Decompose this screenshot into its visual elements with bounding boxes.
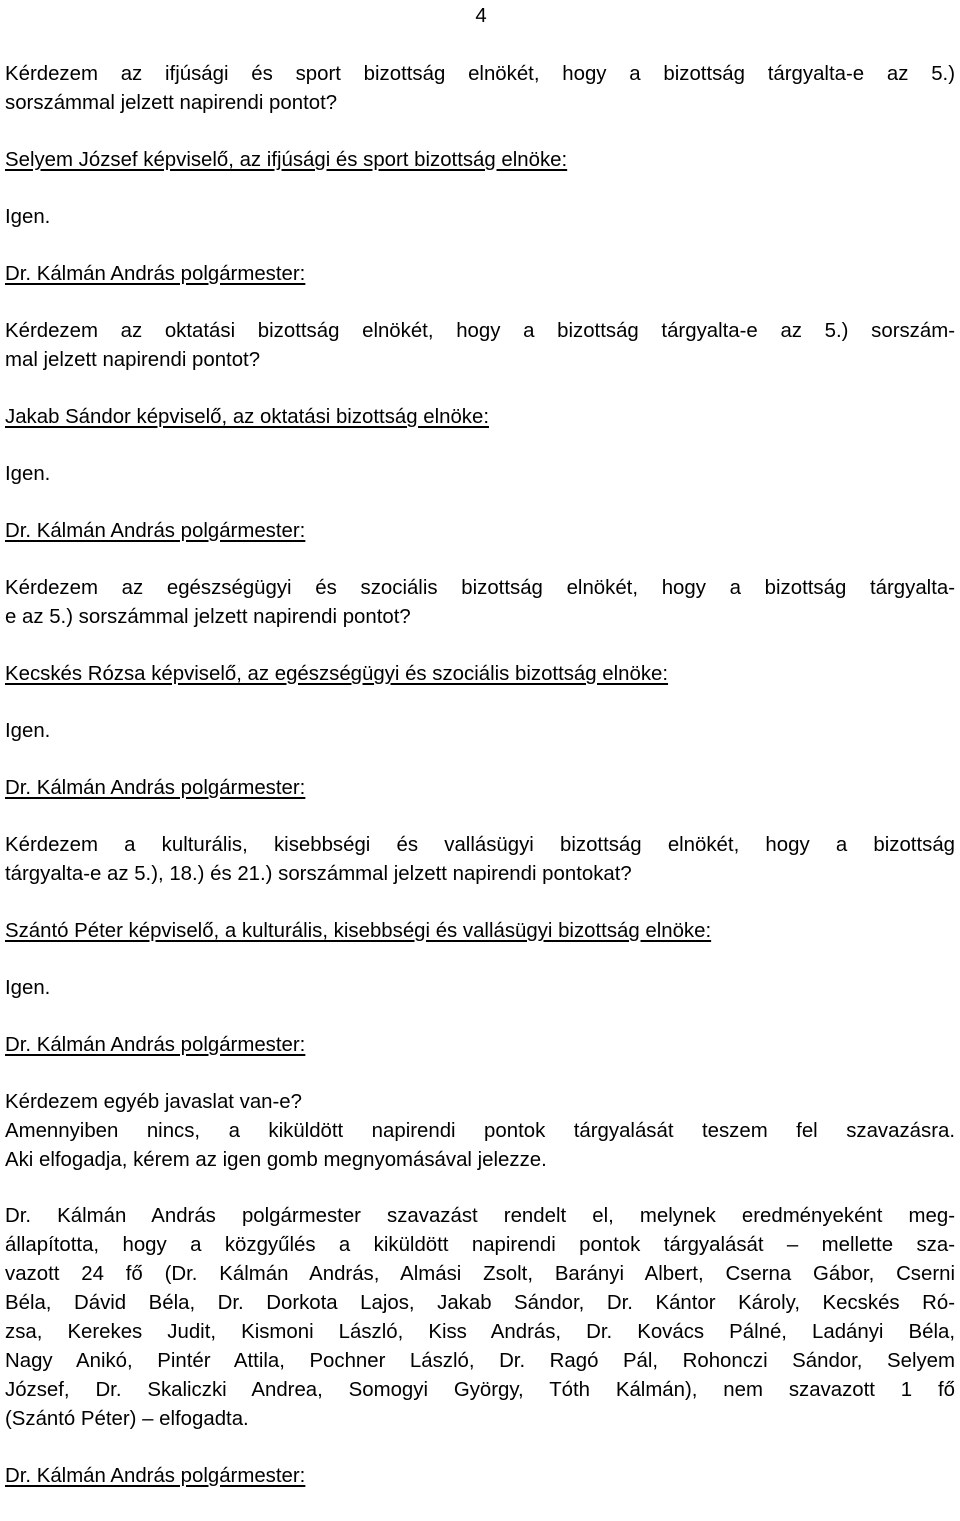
- speaker-heading: [5, 517, 955, 546]
- paragraph: [5, 574, 955, 632]
- paragraph: [5, 60, 955, 118]
- paragraph: [5, 203, 955, 232]
- speaker-name: Jakab Sándor képviselő, az oktatási bizottság elnöke:: [5, 406, 489, 428]
- text-line: Kérdezem az ifjúsági és sport bizottság elnökét, hogy a bizottság tárgyalta-e az 5.): [5, 63, 955, 85]
- text-line: Igen.: [5, 720, 51, 742]
- text-line: Dr. Kálmán András polgármester szavazást rendelt el, melynek eredményeként meg-: [5, 1205, 955, 1227]
- text-line: (Szántó Péter) – elfogadta.: [5, 1408, 249, 1430]
- speaker-heading: [5, 660, 955, 689]
- speaker-name: Dr. Kálmán András polgármester:: [5, 263, 306, 285]
- speaker-name: Dr. Kálmán András polgármester:: [5, 777, 306, 799]
- text-line: Igen.: [5, 463, 51, 485]
- text-line: vazott 24 fő (Dr. Kálmán András, Almási Zsolt, Barányi Albert, Cserna Gábor, Cserni: [5, 1263, 955, 1285]
- text-line: József, Dr. Skaliczki Andrea, Somogyi György, Tóth Kálmán), nem szavazott 1 fő: [5, 1379, 955, 1401]
- page-number: 4: [475, 5, 487, 27]
- speaker-heading: [5, 1462, 955, 1491]
- transcript-content: [5, 60, 955, 1491]
- text-line: e az 5.) sorszámmal jelzett napirendi pontot?: [5, 606, 411, 628]
- text-line: Béla, Dávid Béla, Dr. Dorkota Lajos, Jakab Sándor, Dr. Kántor Károly, Kecskés Ró-: [5, 1292, 955, 1314]
- text-line: állapította, hogy a közgyűlés a kiküldött napirendi pontok tárgyalását – mellette sza-: [5, 1234, 955, 1256]
- text-line: Nagy Anikó, Pintér Attila, Pochner László, Dr. Ragó Pál, Rohonczi Sándor, Selyem: [5, 1350, 955, 1372]
- paragraph: [5, 831, 955, 889]
- vote-result-paragraph: [5, 1202, 955, 1434]
- text-line: mal jelzett napirendi pontot?: [5, 349, 261, 371]
- text-line: tárgyalta-e az 5.), 18.) és 21.) sorszámmal jelzett napirendi pontokat?: [5, 863, 632, 885]
- speaker-name: Dr. Kálmán András polgármester:: [5, 1465, 306, 1487]
- text-line: Igen.: [5, 977, 51, 999]
- text-line: Kérdezem egyéb javaslat van-e?: [5, 1091, 302, 1113]
- speaker-name: Dr. Kálmán András polgármester:: [5, 520, 306, 542]
- speaker-name: Dr. Kálmán András polgármester:: [5, 1034, 306, 1056]
- speaker-name: Szántó Péter képviselő, a kulturális, kisebbségi és vallásügyi bizottság elnöke:: [5, 920, 712, 942]
- text-line: Kérdezem az egészségügyi és szociális bizottság elnökét, hogy a bizottság tárgyalta-: [5, 577, 955, 599]
- paragraph: [5, 460, 955, 489]
- paragraph: [5, 717, 955, 746]
- speaker-name: Kecskés Rózsa képviselő, az egészségügyi és szociális bizottság elnöke:: [5, 663, 669, 685]
- speaker-heading: [5, 1031, 955, 1060]
- paragraph: [5, 317, 955, 375]
- text-line: zsa, Kerekes Judit, Kismoni László, Kiss András, Dr. Kovács Pálné, Ladányi Béla,: [5, 1321, 955, 1343]
- paragraph: [5, 1088, 955, 1175]
- speaker-heading: [5, 774, 955, 803]
- text-line: Amennyiben nincs, a kiküldött napirendi pontok tárgyalását teszem fel szavazásra.: [5, 1120, 955, 1142]
- speaker-heading: [5, 260, 955, 289]
- text-line: Aki elfogadja, kérem az igen gomb megnyomásával jelezze.: [5, 1149, 547, 1171]
- speaker-heading: [5, 917, 955, 946]
- speaker-name: Selyem József képviselő, az ifjúsági és sport bizottság elnöke:: [5, 149, 568, 171]
- text-line: Kérdezem a kulturális, kisebbségi és vallásügyi bizottság elnökét, hogy a bizottság: [5, 834, 955, 856]
- text-line: Kérdezem az oktatási bizottság elnökét, hogy a bizottság tárgyalta-e az 5.) sorszám-: [5, 320, 955, 342]
- text-line: sorszámmal jelzett napirendi pontot?: [5, 92, 338, 114]
- speaker-heading: [5, 403, 955, 432]
- speaker-heading: [5, 146, 955, 175]
- text-line: Igen.: [5, 206, 51, 228]
- paragraph: [5, 974, 955, 1003]
